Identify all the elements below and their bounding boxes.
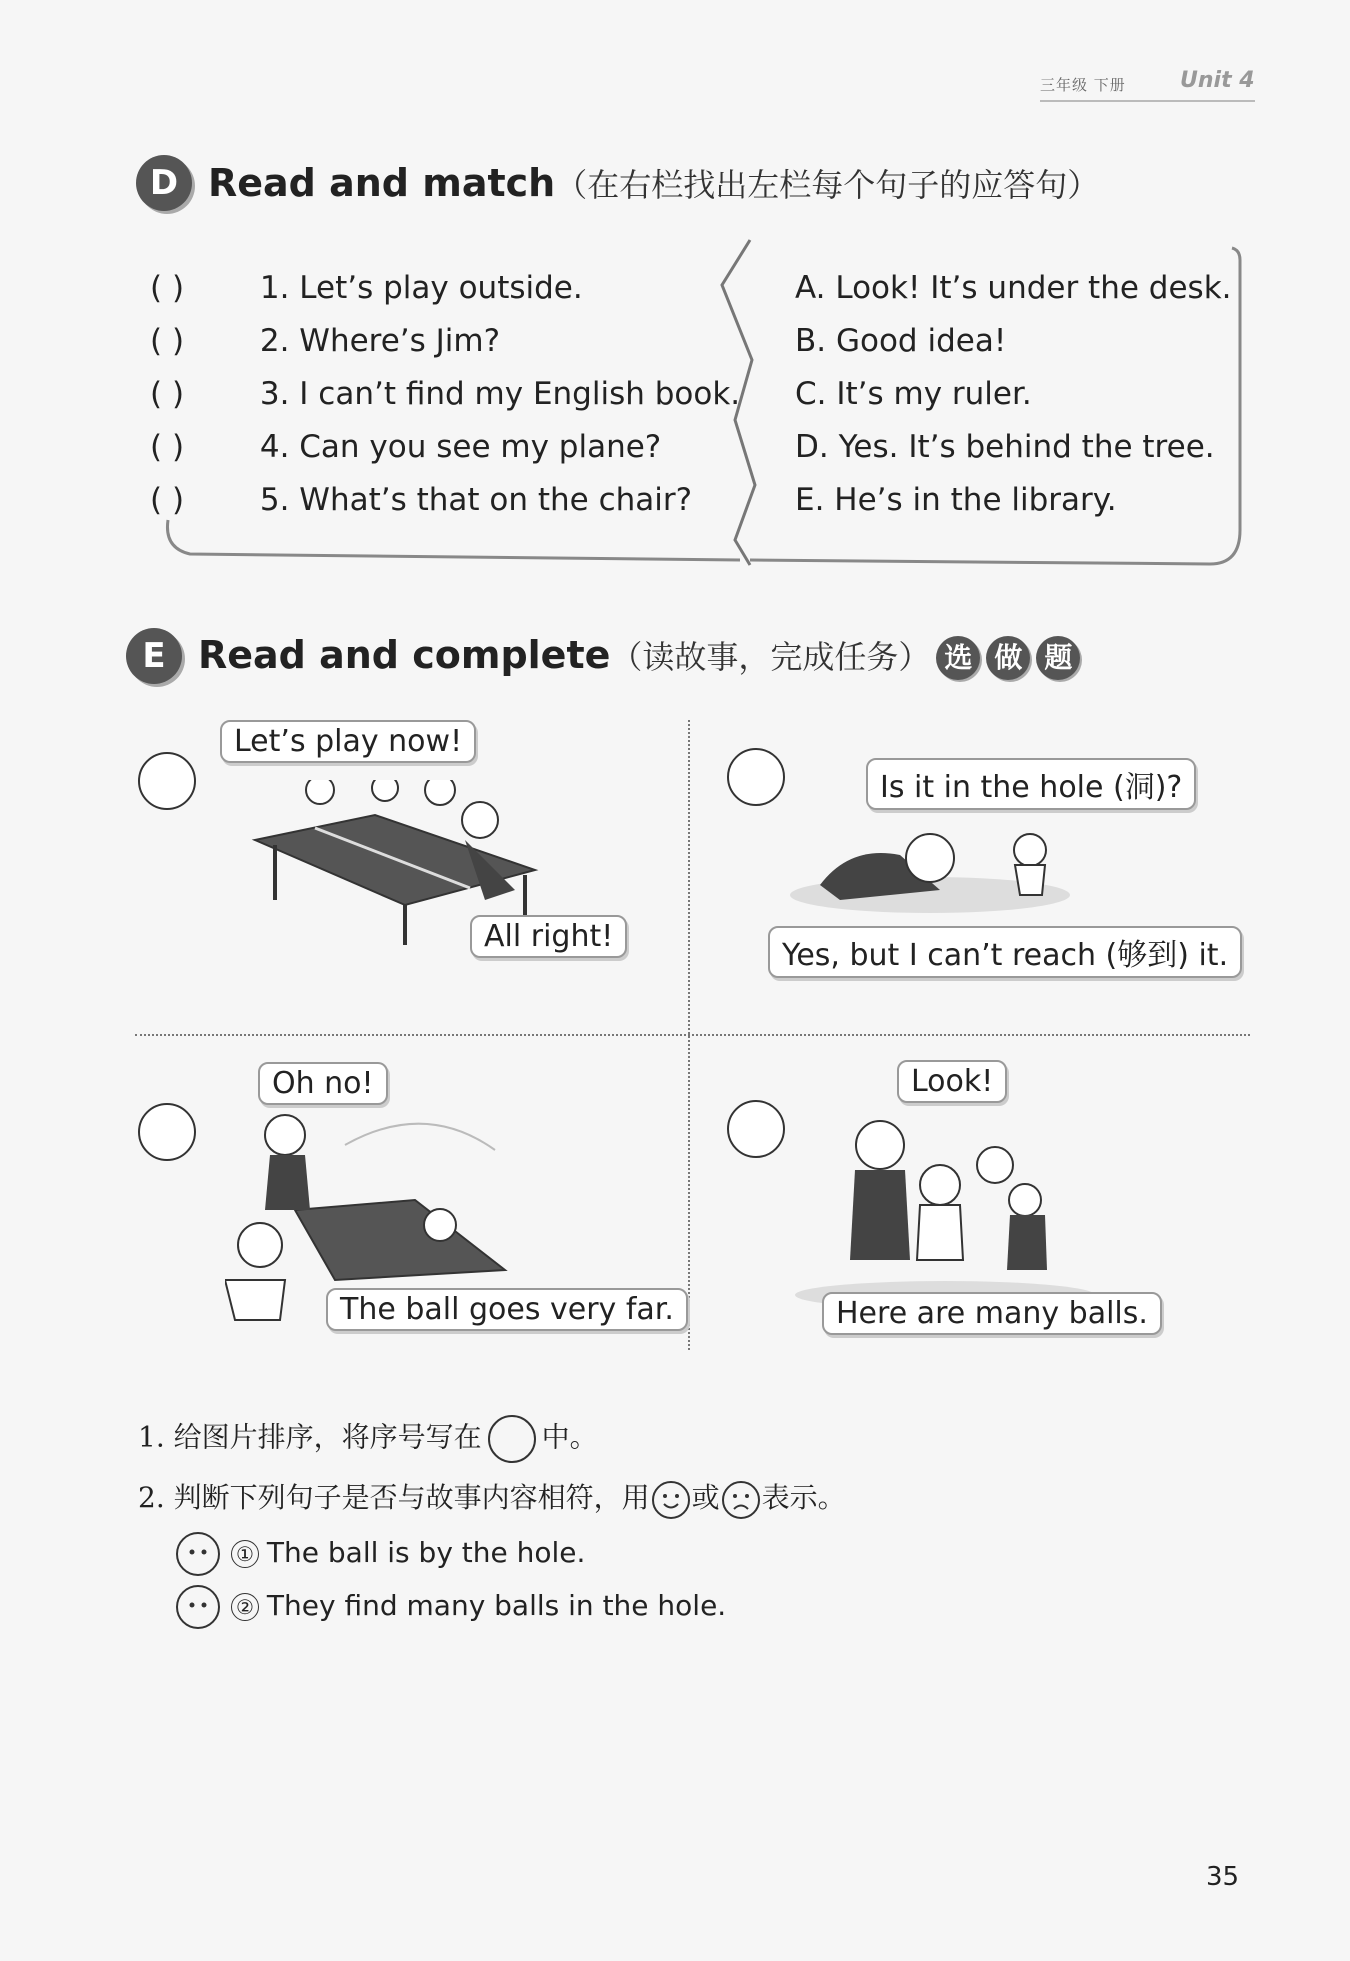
question-row-4 bbox=[150, 421, 740, 474]
answer-blank-5[interactable]: ( ) bbox=[150, 482, 185, 518]
grade-label: 三年级 下册 bbox=[1040, 76, 1126, 94]
answer-blank-2[interactable]: ( ) bbox=[150, 323, 185, 359]
answer-blank-1[interactable]: ( ) bbox=[150, 270, 185, 306]
answer-option-e: E. He’s in the library. bbox=[795, 482, 1117, 518]
statement-1 bbox=[174, 1532, 585, 1576]
speech-bubble-many-balls: Here are many balls. bbox=[822, 1292, 1162, 1335]
answer-column bbox=[795, 262, 1232, 527]
page-number: 35 bbox=[1206, 1862, 1240, 1892]
speech-bubble-lets-play: Let’s play now! bbox=[220, 720, 476, 763]
question-row-3 bbox=[150, 368, 740, 421]
section-d-title bbox=[208, 160, 1099, 206]
answer-blank-3[interactable]: ( ) bbox=[150, 376, 185, 412]
task-2-suffix: 表示。 bbox=[761, 1481, 846, 1514]
speech-bubble-in-the-hole: Is it in the hole (洞)? bbox=[866, 758, 1196, 810]
answer-option-d: D. Yes. It’s behind the tree. bbox=[795, 429, 1215, 465]
statement-number-1: ① bbox=[231, 1540, 259, 1568]
section-e-subtitle: （读故事，完成任务） bbox=[610, 638, 931, 676]
sad-face-icon bbox=[722, 1481, 760, 1519]
task-1-suffix: 中。 bbox=[541, 1420, 598, 1454]
speech-bubble-ball-goes-far: The ball goes very far. bbox=[326, 1288, 688, 1331]
order-circle-1[interactable] bbox=[138, 752, 196, 810]
answer-option-b: B. Good idea! bbox=[795, 323, 1007, 359]
optional-badge-2: 做 bbox=[986, 636, 1030, 680]
section-d-subtitle: （在右栏找出左栏每个句子的应答句） bbox=[555, 166, 1100, 204]
question-text-3: 3. I can’t find my English book. bbox=[259, 376, 741, 412]
answer-face-1[interactable] bbox=[176, 1532, 220, 1576]
question-text-2: 2. Where’s Jim? bbox=[259, 323, 501, 359]
task-1 bbox=[138, 1415, 598, 1463]
order-circle-4[interactable] bbox=[727, 1100, 785, 1158]
optional-badge-1: 选 bbox=[936, 636, 980, 680]
optional-badge-3: 题 bbox=[1036, 636, 1080, 680]
answer-option-c: C. It’s my ruler. bbox=[795, 376, 1032, 412]
section-d-badge: D bbox=[136, 155, 192, 211]
answer-face-2[interactable] bbox=[176, 1585, 220, 1629]
question-text-1: 1. Let’s play outside. bbox=[259, 270, 583, 306]
order-circle-2[interactable] bbox=[727, 748, 785, 806]
answer-option-a: A. Look! It’s under the desk. bbox=[795, 270, 1232, 306]
question-row-2 bbox=[150, 315, 740, 368]
section-d-title-text: Read and match bbox=[208, 161, 556, 205]
question-row-5 bbox=[150, 474, 740, 527]
section-e-title bbox=[198, 632, 1080, 680]
question-text-4: 4. Can you see my plane? bbox=[259, 429, 662, 465]
statement-text-1: The ball is by the hole. bbox=[266, 1536, 586, 1569]
speech-bubble-oh-no: Oh no! bbox=[258, 1062, 388, 1105]
speech-bubble-cant-reach: Yes, but I can’t reach (够到) it. bbox=[768, 926, 1242, 978]
task-2-mid: 或 bbox=[691, 1481, 720, 1514]
task-2-prefix: 2. 判断下列句子是否与故事内容相符，用 bbox=[138, 1481, 650, 1514]
question-column bbox=[150, 262, 740, 527]
speech-bubble-look: Look! bbox=[897, 1060, 1007, 1103]
section-e-title-text: Read and complete bbox=[198, 633, 611, 677]
header-rule bbox=[1040, 100, 1255, 102]
speech-bubble-all-right: All right! bbox=[470, 915, 627, 958]
smiley-face-icon bbox=[652, 1481, 690, 1519]
task-2 bbox=[138, 1476, 846, 1519]
statement-2 bbox=[174, 1585, 726, 1629]
section-e-badge: E bbox=[126, 628, 182, 684]
answer-blank-4[interactable]: ( ) bbox=[150, 429, 185, 465]
hole-search-illustration bbox=[780, 810, 1110, 920]
statement-number-2: ② bbox=[231, 1593, 259, 1621]
question-row-1 bbox=[150, 262, 740, 315]
order-circle-3[interactable] bbox=[138, 1103, 196, 1161]
circle-icon bbox=[488, 1415, 536, 1463]
task-1-prefix: 1. 给图片排序，将序号写在 bbox=[138, 1420, 482, 1454]
unit-label: Unit 4 bbox=[1180, 68, 1255, 93]
many-balls-illustration bbox=[785, 1110, 1105, 1310]
question-text-5: 5. What’s that on the chair? bbox=[259, 482, 693, 518]
panel-divider-horizontal bbox=[135, 1034, 1250, 1036]
statement-text-2: They find many balls in the hole. bbox=[266, 1589, 727, 1622]
